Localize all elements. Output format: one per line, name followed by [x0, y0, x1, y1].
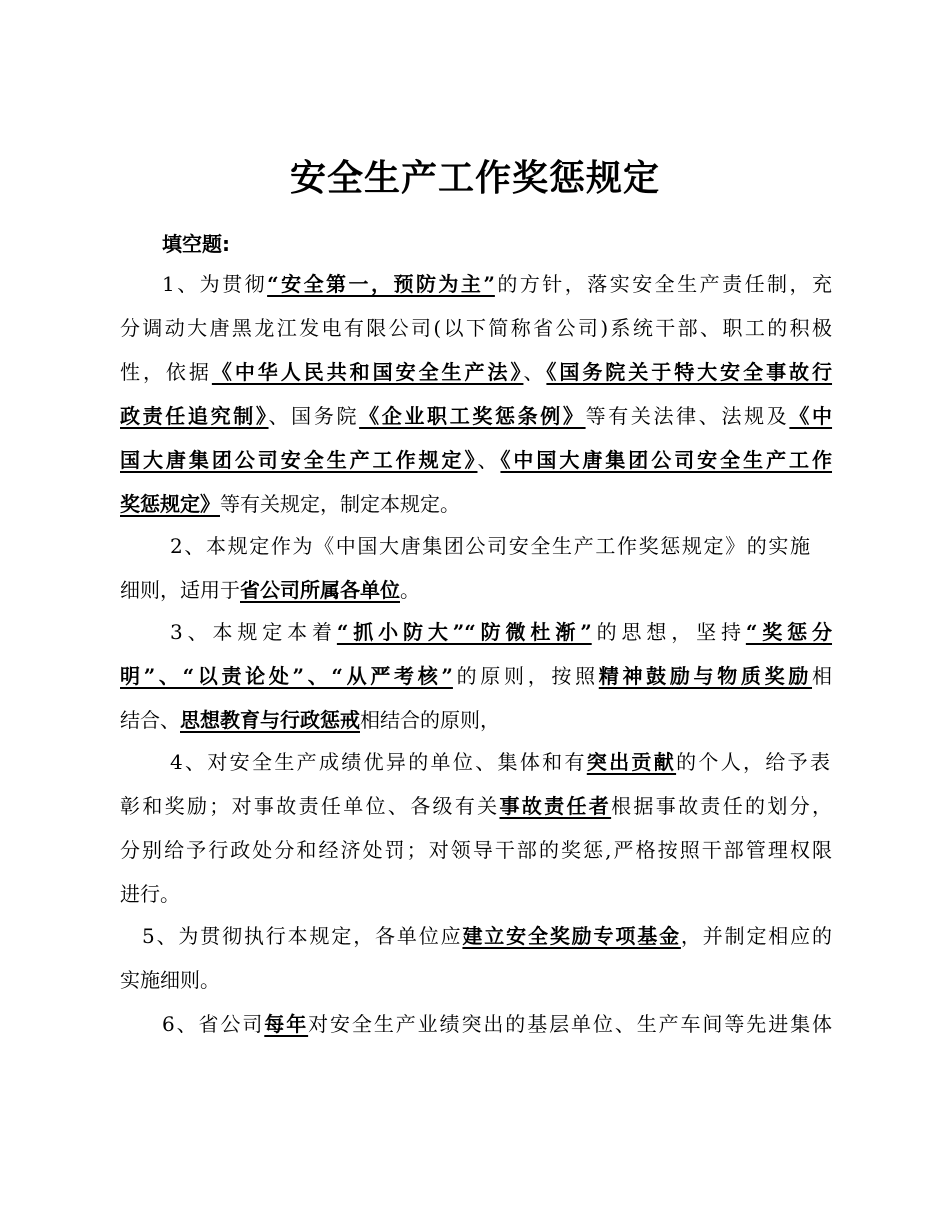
answer-blank: 政责任追究制》: [120, 404, 269, 428]
body-line: [120, 834, 832, 866]
answer-blank: 《国务院关于特大安全事故行: [546, 360, 833, 384]
answer-blank: 每年: [264, 1012, 309, 1036]
body-line: [120, 790, 832, 822]
body-line: [170, 616, 832, 648]
text-segment: 的原则，按照: [452, 664, 599, 688]
body-line: [120, 312, 832, 344]
body-line: [120, 444, 832, 476]
answer-blank: 《中国大唐集团公司安全生产工作: [500, 448, 833, 472]
text-segment: 等有关法律、法规及: [585, 404, 790, 428]
answer-blank: 《企业职工奖惩条例》: [359, 404, 586, 428]
answer-blank: 《中: [789, 404, 833, 428]
text-segment: ，并制定相应的: [680, 924, 833, 948]
body-line: [120, 704, 500, 736]
answer-blank: 突出贡献: [586, 750, 677, 774]
text-segment: 相结合的原则，: [360, 708, 500, 732]
answer-blank: 事故责任者: [499, 794, 612, 818]
body-line: [162, 268, 832, 300]
body-line: [120, 356, 832, 388]
text-segment: 3、本规定本着: [170, 620, 337, 644]
body-line: [142, 920, 832, 952]
answer-blank: 明”、“以责论处”、“从严考核”: [120, 664, 453, 688]
text-segment: 结合、: [120, 708, 180, 732]
document-title: 安全生产工作奖惩规定: [289, 158, 660, 199]
body-line: [120, 660, 832, 692]
section-heading: 填空题:: [162, 232, 230, 256]
text-segment: 等有关规定，制定本规定。: [220, 492, 460, 516]
text-segment: 6、省公司: [162, 1012, 265, 1036]
text-segment: 、: [477, 448, 501, 472]
body-line: [120, 964, 220, 996]
answer-blank: 国大唐集团公司安全生产工作规定》: [120, 448, 478, 472]
text-segment: 。: [400, 578, 420, 602]
answer-blank: 《中华人民共和国安全生产法》: [211, 360, 524, 384]
text-segment: 2、本规定作为《中国大唐集团公司安全生产工作奖惩规定》的实施: [170, 534, 810, 558]
answer-blank: “抓小防大”“防微杜渐”: [336, 620, 592, 644]
body-line: [120, 400, 832, 432]
answer-blank: 省公司所属各单位: [240, 578, 400, 602]
text-segment: 1、为贯彻: [162, 272, 268, 296]
text-segment: 相: [812, 664, 833, 688]
text-segment: 对安全生产业绩突出的基层单位、生产车间等先进集体: [308, 1012, 833, 1036]
body-line: [170, 746, 830, 778]
answer-blank: “奖惩分: [745, 620, 833, 644]
text-segment: 分别给予行政处分和经济处罚；对领导干部的奖惩,严格按照干部管理权限: [120, 838, 832, 862]
text-segment: 细则，适用于: [120, 578, 240, 602]
text-segment: 分调动大唐黑龙江发电有限公司(以下简称省公司)系统干部、职工的积极: [120, 316, 832, 340]
answer-blank: 精神鼓励与物质奖励: [598, 664, 813, 688]
text-segment: 的思想，坚持: [591, 620, 746, 644]
text-segment: 、: [523, 360, 547, 384]
text-segment: 实施细则。: [120, 968, 220, 992]
body-line: [120, 574, 420, 606]
text-segment: 性，依据: [120, 360, 212, 384]
body-line: [170, 530, 810, 562]
text-segment: 的方针，落实安全生产责任制，充: [494, 272, 832, 296]
text-segment: 4、对安全生产成绩优异的单位、集体和有: [170, 750, 587, 774]
text-segment: 5、为贯彻执行本规定，各单位应: [142, 924, 463, 948]
text-segment: 根据事故责任的划分，: [611, 794, 833, 818]
answer-blank: 奖惩规定》: [120, 492, 220, 516]
body-line: [120, 878, 180, 910]
text-segment: 进行。: [120, 882, 180, 906]
text-segment: 、国务院: [268, 404, 360, 428]
text-segment: 彰和奖励；对事故责任单位、各级有关: [120, 794, 500, 818]
answer-blank: 建立安全奖励专项基金: [462, 924, 681, 948]
answer-blank: 思想教育与行政惩戒: [180, 708, 360, 732]
body-line: [120, 488, 460, 520]
text-segment: 的个人，给予表: [676, 750, 830, 774]
body-line: [162, 1008, 832, 1040]
answer-blank: “安全第一，预防为主”: [267, 272, 495, 296]
